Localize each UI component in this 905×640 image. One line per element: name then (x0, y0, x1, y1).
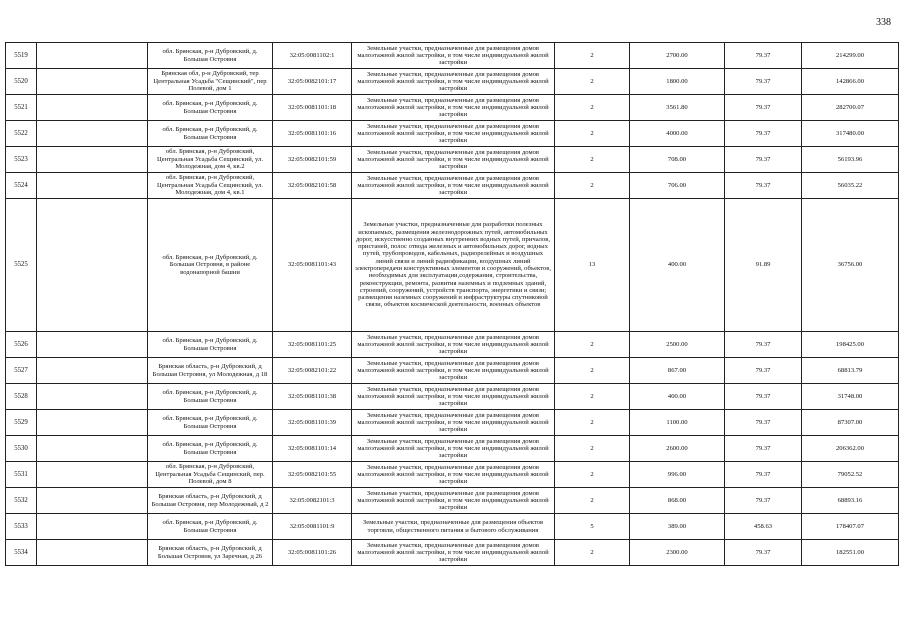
row-area: 996.00 (630, 462, 725, 488)
row-specific-value: 79.37 (725, 358, 802, 384)
row-number: 5522 (6, 121, 37, 147)
row-area: 2600.00 (630, 436, 725, 462)
table-row (6, 95, 899, 121)
row-specific-value: 79.37 (725, 540, 802, 566)
row-number: 5527 (6, 358, 37, 384)
row-cadastral-number: 32:05:0081101:38 (273, 384, 352, 410)
row-address: обл. Брянская, р-н Дубровский, Центральная Усадьба Сещинский, ул. Молодежная, дом 4, кв.1 (148, 173, 273, 199)
row-cadastral-number: 32:05:0082101:58 (273, 173, 352, 199)
row-specific-value: 79.37 (725, 410, 802, 436)
row-land-use: Земельные участки, предназначенные для размещения домов малоэтажной жилой застройки, в том числе индивидуальной жилой застройки (352, 332, 555, 358)
row-number: 5525 (6, 199, 37, 332)
row-cadastral-number: 32:05:0081101:43 (273, 199, 352, 332)
row-cadastral-value: 282700.07 (802, 95, 899, 121)
row-group: 2 (555, 95, 630, 121)
row-cadastral-value: 79052.52 (802, 462, 899, 488)
row-address: обл. Брянская, р-н Дубровский, д. Большая Островня (148, 514, 273, 540)
row-specific-value: 79.37 (725, 332, 802, 358)
row-area: 868.00 (630, 488, 725, 514)
row-group: 2 (555, 332, 630, 358)
row-address: обл. Брянская, р-н Дубровский, д. Большая Островня (148, 384, 273, 410)
row-address: обл. Брянская, р-н Дубровский, Центральная Усадьба Сещинский, пер. Полевой, дом 8 (148, 462, 273, 488)
row-land-use: Земельные участки, предназначенные для размещения домов малоэтажной жилой застройки, в том числе индивидуальной жилой застройки (352, 95, 555, 121)
table-row (6, 173, 899, 199)
row-specific-value: 79.37 (725, 384, 802, 410)
row-land-use: Земельные участки, предназначенные для размещения домов малоэтажной жилой застройки, в том числе индивидуальной жилой застройки (352, 43, 555, 69)
table-row (6, 462, 899, 488)
row-cadastral-value: 68813.79 (802, 358, 899, 384)
row-cadastral-number: 32:05:0082101:17 (273, 69, 352, 95)
row-cadastral-value: 142866.00 (802, 69, 899, 95)
row-land-use: Земельные участки, предназначенные для размещения домов малоэтажной жилой застройки, в том числе индивидуальной жилой застройки (352, 121, 555, 147)
row-number: 5519 (6, 43, 37, 69)
row-land-use: Земельные участки, предназначенные для размещения домов малоэтажной жилой застройки, в том числе индивидуальной жилой застройки (352, 540, 555, 566)
row-cadastral-number: 32:05:0081101:14 (273, 436, 352, 462)
row-area: 2700.00 (630, 43, 725, 69)
row-specific-value: 79.37 (725, 462, 802, 488)
row-address: обл. Брянская, р-н Дубровский, д. Большая Островня (148, 95, 273, 121)
row-spacer-cell (37, 358, 148, 384)
table-body (6, 43, 899, 566)
row-area: 706.00 (630, 173, 725, 199)
row-group: 2 (555, 173, 630, 199)
row-specific-value: 79.37 (725, 147, 802, 173)
row-number: 5533 (6, 514, 37, 540)
row-land-use: Земельные участки, предназначенные для размещения домов малоэтажной жилой застройки, в том числе индивидуальной жилой застройки (352, 384, 555, 410)
row-address: обл. Брянская, р-н Дубровский, д. Большая Островня (148, 332, 273, 358)
row-area: 2500.00 (630, 332, 725, 358)
row-group: 2 (555, 43, 630, 69)
row-address: Брянская обл, р-н Дубровский, тер Центральная Усадьба "Сещинский", пер Полевой, дом 1 (148, 69, 273, 95)
row-spacer-cell (37, 332, 148, 358)
row-group: 2 (555, 384, 630, 410)
row-land-use: Земельные участки, предназначенные для размещения домов малоэтажной жилой застройки, в том числе индивидуальной жилой застройки (352, 147, 555, 173)
row-spacer-cell (37, 95, 148, 121)
row-area: 400.00 (630, 199, 725, 332)
row-spacer-cell (37, 43, 148, 69)
row-area: 4000.00 (630, 121, 725, 147)
table-row (6, 43, 899, 69)
row-spacer-cell (37, 410, 148, 436)
row-area: 1100.00 (630, 410, 725, 436)
table-row (6, 384, 899, 410)
row-address: обл. Брянская, р-н Дубровский, Центральная Усадьба Сещинский, ул. Молодежная, дом 4, кв.2 (148, 147, 273, 173)
row-address: обл. Брянская, р-н Дубровский, д. Большая Островня, в районе водонапорной башни (148, 199, 273, 332)
row-number: 5530 (6, 436, 37, 462)
row-cadastral-number: 32:05:0081101:16 (273, 121, 352, 147)
row-land-use: Земельные участки, предназначенные для размещения домов малоэтажной жилой застройки, в том числе индивидуальной жилой застройки (352, 69, 555, 95)
table-row (6, 410, 899, 436)
row-group: 2 (555, 69, 630, 95)
row-area: 2300.00 (630, 540, 725, 566)
row-spacer-cell (37, 540, 148, 566)
row-cadastral-value: 36756.00 (802, 199, 899, 332)
row-specific-value: 79.37 (725, 95, 802, 121)
row-address: Брянская область, р-н Дубровский, д Большая Островня, ул Молодежная, д 18 (148, 358, 273, 384)
row-land-use: Земельные участки, предназначенные для размещения домов малоэтажной жилой застройки, в том числе индивидуальной жилой застройки (352, 358, 555, 384)
row-spacer-cell (37, 147, 148, 173)
row-cadastral-value: 56035.22 (802, 173, 899, 199)
row-land-use: Земельные участки, предназначенные для размещения домов малоэтажной жилой застройки, в том числе индивидуальной жилой застройки (352, 410, 555, 436)
row-cadastral-number: 32:05:0081101:9 (273, 514, 352, 540)
row-number: 5520 (6, 69, 37, 95)
row-cadastral-value: 198425.00 (802, 332, 899, 358)
row-cadastral-value: 182551.00 (802, 540, 899, 566)
row-specific-value: 79.37 (725, 173, 802, 199)
row-cadastral-value: 31748.00 (802, 384, 899, 410)
table-row (6, 147, 899, 173)
row-address: Брянская область, р-н Дубровский, д Большая Островня, пер Молодежный, д 2 (148, 488, 273, 514)
row-group: 13 (555, 199, 630, 332)
row-spacer-cell (37, 384, 148, 410)
table-row (6, 199, 899, 332)
row-number: 5523 (6, 147, 37, 173)
row-address: Брянская область, р-н Дубровский, д Большая Островня, ул Заречная, д 26 (148, 540, 273, 566)
row-cadastral-number: 32:05:0082101:59 (273, 147, 352, 173)
row-spacer-cell (37, 173, 148, 199)
row-cadastral-value: 87307.00 (802, 410, 899, 436)
row-group: 2 (555, 147, 630, 173)
table-row (6, 121, 899, 147)
row-area: 389.00 (630, 514, 725, 540)
row-spacer-cell (37, 462, 148, 488)
row-specific-value: 79.37 (725, 488, 802, 514)
row-group: 2 (555, 540, 630, 566)
row-group: 2 (555, 488, 630, 514)
table-row (6, 332, 899, 358)
row-cadastral-value: 214299.00 (802, 43, 899, 69)
row-specific-value: 79.37 (725, 121, 802, 147)
row-land-use: Земельные участки, предназначенные для размещения домов малоэтажной жилой застройки, в том числе индивидуальной жилой застройки (352, 436, 555, 462)
row-spacer-cell (37, 121, 148, 147)
row-cadastral-number: 32:05:0082101:55 (273, 462, 352, 488)
row-cadastral-number: 32:05:0082101:3 (273, 488, 352, 514)
table-row (6, 358, 899, 384)
row-area: 3561.80 (630, 95, 725, 121)
table-row (6, 69, 899, 95)
row-cadastral-number: 32:05:0081101:26 (273, 540, 352, 566)
row-number: 5524 (6, 173, 37, 199)
table-row (6, 488, 899, 514)
row-address: обл. Брянская, р-н Дубровский, д. Большая Островня (148, 410, 273, 436)
row-cadastral-value: 56193.96 (802, 147, 899, 173)
row-specific-value: 79.37 (725, 69, 802, 95)
row-land-use: Земельные участки, предназначенные для размещения объектов торговли, общественного питания и бытового обслуживания (352, 514, 555, 540)
row-land-use: Земельные участки, предназначенные для размещения домов малоэтажной жилой застройки, в том числе индивидуальной жилой застройки (352, 173, 555, 199)
row-number: 5532 (6, 488, 37, 514)
row-area: 400.00 (630, 384, 725, 410)
cadastral-value-table (5, 42, 899, 566)
row-specific-value: 91.89 (725, 199, 802, 332)
row-group: 2 (555, 410, 630, 436)
row-specific-value: 458.63 (725, 514, 802, 540)
row-group: 5 (555, 514, 630, 540)
row-cadastral-number: 32:05:0081101:25 (273, 332, 352, 358)
row-number: 5528 (6, 384, 37, 410)
row-group: 2 (555, 462, 630, 488)
row-area: 708.00 (630, 147, 725, 173)
row-specific-value: 79.37 (725, 436, 802, 462)
row-number: 5521 (6, 95, 37, 121)
row-cadastral-number: 32:05:0082101:22 (273, 358, 352, 384)
row-cadastral-value: 68893.16 (802, 488, 899, 514)
row-spacer-cell (37, 514, 148, 540)
row-number: 5534 (6, 540, 37, 566)
row-area: 867.00 (630, 358, 725, 384)
table-row (6, 540, 899, 566)
row-number: 5531 (6, 462, 37, 488)
row-land-use: Земельные участки, предназначенные для размещения домов малоэтажной жилой застройки, в том числе индивидуальной жилой застройки (352, 462, 555, 488)
row-group: 2 (555, 358, 630, 384)
row-cadastral-number: 32:05:0081101:18 (273, 95, 352, 121)
row-address: обл. Брянская, р-н Дубровский, д. Большая Островня (148, 121, 273, 147)
row-cadastral-value: 206362.00 (802, 436, 899, 462)
row-address: обл. Брянская, р-н Дубровский, д. Большая Островня (148, 43, 273, 69)
row-number: 5529 (6, 410, 37, 436)
page-number: 338 (876, 17, 891, 28)
row-land-use: Земельные участки, предназначенные для разработки полезных ископаемых, размещения железнодорожных путей, автомобильных дорог, искусственно созданных внутренних водных путей, причалов, пристаней, полос отвода железных и автомобильных дорог, водных путей, трубопроводов, кабельных, радиорелейных и воздушных линий связи и линий радиофикации, воздушных линий электропередачи конструктивных элементов и сооружений, объектов, необходимых для эксплуатации,содержания, строительства, реконструкции, ремонта, развития наземных и подземных зданий, строений, сооружений, устройств транспорта, энергетики и связи; размещения наземных сооружений и инфраструктуры спутниковой связи, объектов космической деятельности, военных объектов (352, 199, 555, 332)
table-row (6, 436, 899, 462)
row-group: 2 (555, 436, 630, 462)
row-spacer-cell (37, 199, 148, 332)
row-cadastral-value: 317480.00 (802, 121, 899, 147)
row-cadastral-value: 178407.07 (802, 514, 899, 540)
row-spacer-cell (37, 436, 148, 462)
row-specific-value: 79.37 (725, 43, 802, 69)
row-land-use: Земельные участки, предназначенные для размещения домов малоэтажной жилой застройки, в том числе индивидуальной жилой застройки (352, 488, 555, 514)
row-cadastral-number: 32:05:0081102:1 (273, 43, 352, 69)
row-spacer-cell (37, 488, 148, 514)
row-group: 2 (555, 121, 630, 147)
row-number: 5526 (6, 332, 37, 358)
row-spacer-cell (37, 69, 148, 95)
table-row (6, 514, 899, 540)
row-cadastral-number: 32:05:0081101:39 (273, 410, 352, 436)
row-area: 1800.00 (630, 69, 725, 95)
row-address: обл. Брянская, р-н Дубровский, д. Большая Островня (148, 436, 273, 462)
